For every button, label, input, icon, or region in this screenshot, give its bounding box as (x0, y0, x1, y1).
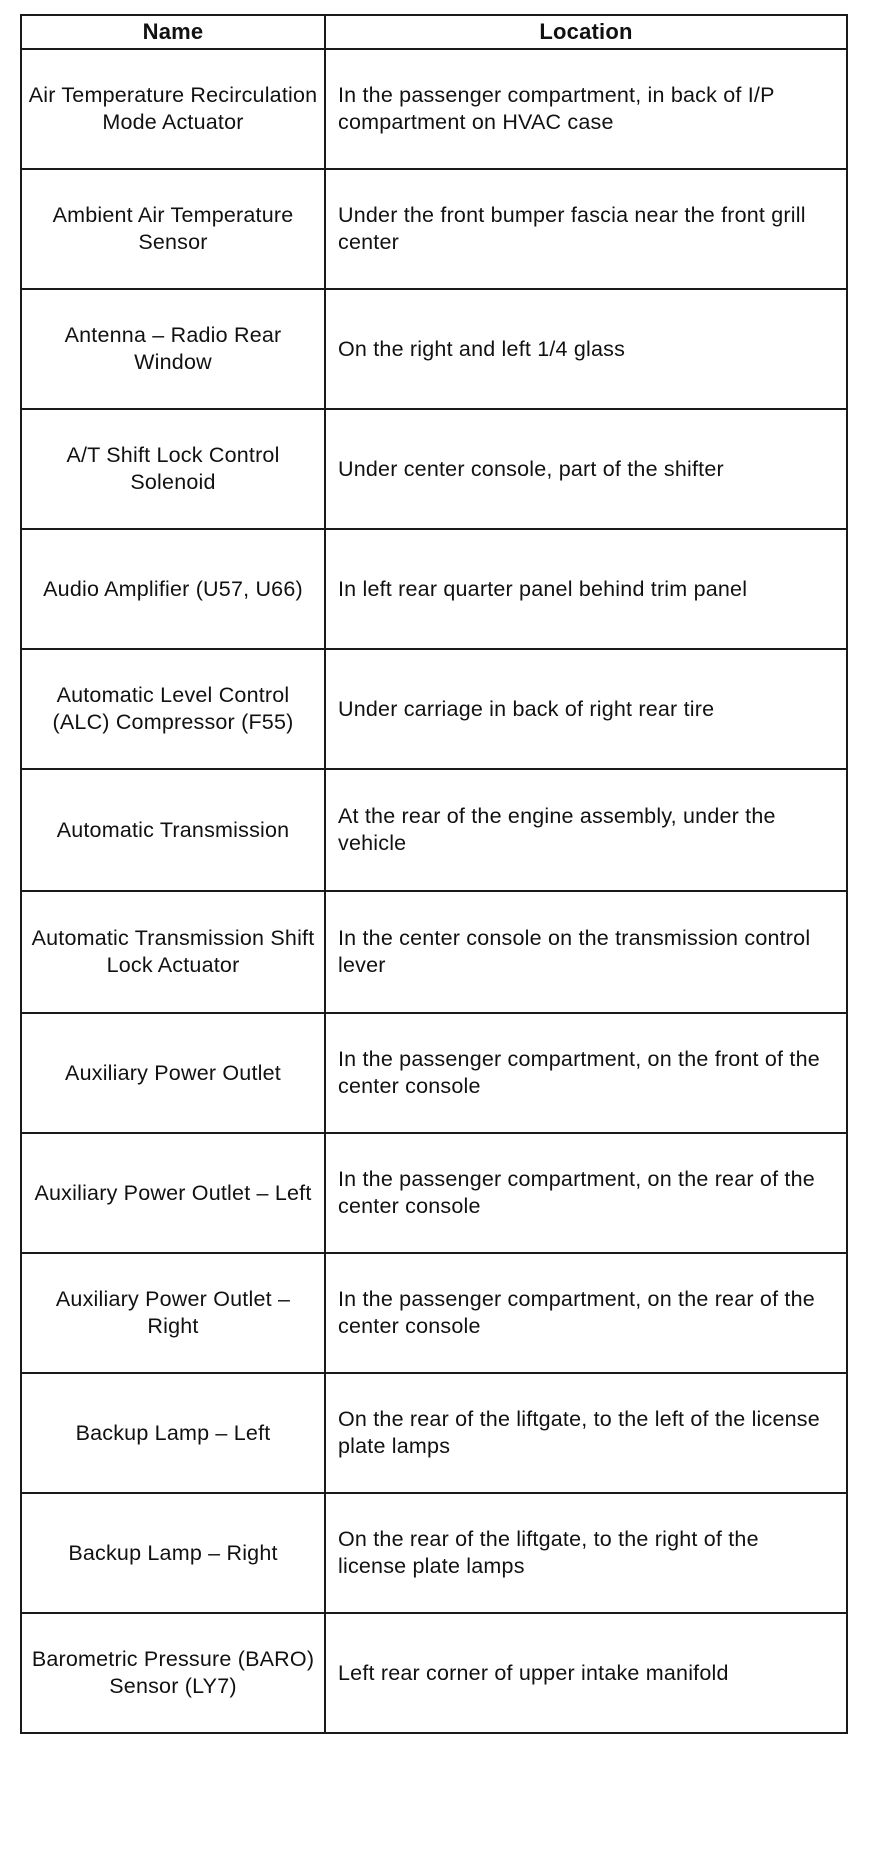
component-name: Automatic Transmission (21, 769, 325, 891)
table-row (21, 169, 847, 289)
component-name: Backup Lamp – Right (21, 1493, 325, 1613)
component-location: On the right and left 1/4 glass (325, 289, 847, 409)
component-location: Under the front bumper fascia near the front grill center (325, 169, 847, 289)
table-row (21, 1133, 847, 1253)
table-header-row (21, 15, 847, 49)
component-location: Under center console, part of the shifter (325, 409, 847, 529)
table-row (21, 891, 847, 1013)
component-location: On the rear of the liftgate, to the left of the license plate lamps (325, 1373, 847, 1493)
table-row (21, 769, 847, 891)
table-row (21, 1013, 847, 1133)
component-location: Under carriage in back of right rear tire (325, 649, 847, 769)
table-row (21, 529, 847, 649)
component-location: In the passenger compartment, on the rear of the center console (325, 1253, 847, 1373)
component-name: A/T Shift Lock Control Solenoid (21, 409, 325, 529)
component-name: Ambient Air Temperature Sensor (21, 169, 325, 289)
component-name: Audio Amplifier (U57, U66) (21, 529, 325, 649)
component-name: Backup Lamp – Left (21, 1373, 325, 1493)
table-row (21, 289, 847, 409)
component-name: Barometric Pressure (BARO) Sensor (LY7) (21, 1613, 325, 1733)
table-row (21, 409, 847, 529)
component-name: Antenna – Radio Rear Window (21, 289, 325, 409)
component-location: In the passenger compartment, in back of I/P compartment on HVAC case (325, 49, 847, 169)
table-row (21, 1613, 847, 1733)
column-header-location: Location (325, 15, 847, 49)
component-location: In left rear quarter panel behind trim panel (325, 529, 847, 649)
component-location: At the rear of the engine assembly, under the vehicle (325, 769, 847, 891)
component-locator-document (20, 14, 846, 1734)
component-name: Auxiliary Power Outlet (21, 1013, 325, 1133)
component-location: On the rear of the liftgate, to the right of the license plate lamps (325, 1493, 847, 1613)
component-name: Air Temperature Recirculation Mode Actuator (21, 49, 325, 169)
table-row (21, 649, 847, 769)
component-location: Left rear corner of upper intake manifold (325, 1613, 847, 1733)
component-location: In the passenger compartment, on the rear of the center console (325, 1133, 847, 1253)
table-row (21, 1493, 847, 1613)
component-name: Automatic Transmission Shift Lock Actuator (21, 891, 325, 1013)
component-name: Auxiliary Power Outlet – Left (21, 1133, 325, 1253)
column-header-name: Name (21, 15, 325, 49)
component-location: In the center console on the transmission control lever (325, 891, 847, 1013)
component-location: In the passenger compartment, on the front of the center console (325, 1013, 847, 1133)
table-row (21, 1253, 847, 1373)
component-name: Automatic Level Control (ALC) Compressor (F55) (21, 649, 325, 769)
table-row (21, 1373, 847, 1493)
component-name: Auxiliary Power Outlet – Right (21, 1253, 325, 1373)
table-row (21, 49, 847, 169)
component-location-table (20, 14, 848, 1734)
